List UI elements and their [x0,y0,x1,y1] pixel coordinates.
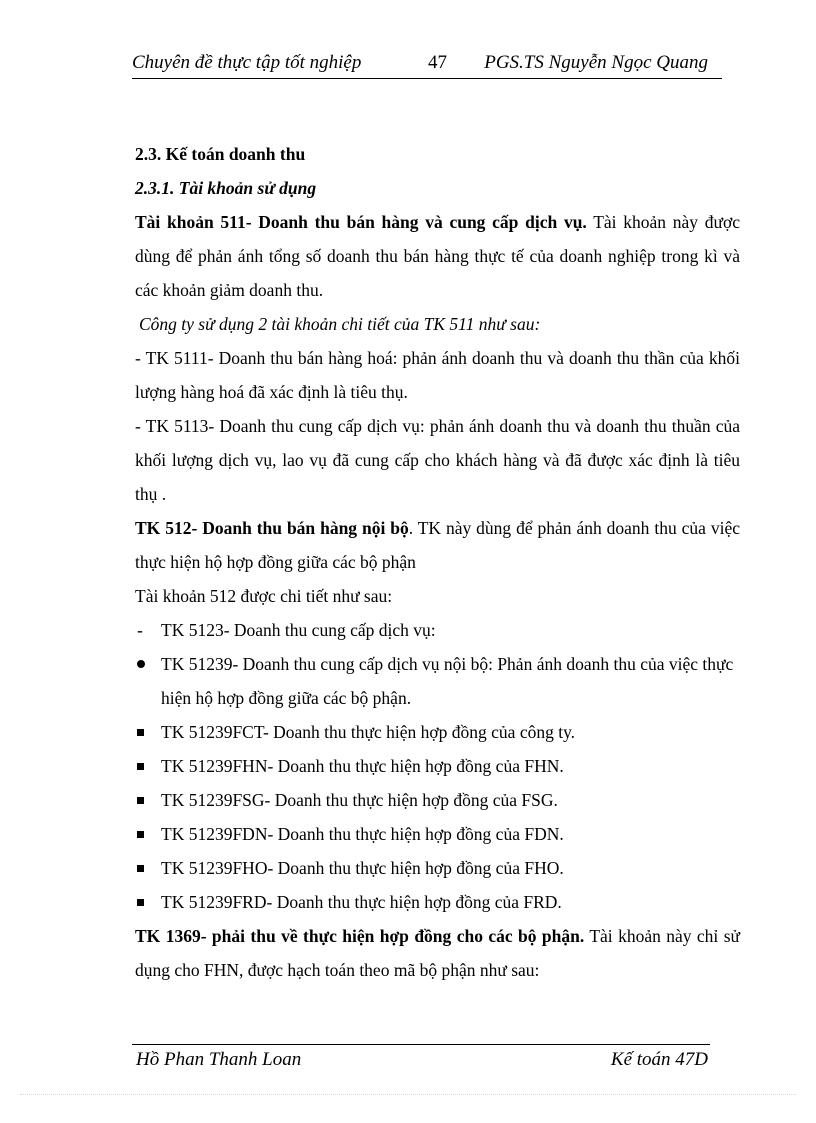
tk511-intro: Công ty sử dụng 2 tài khoản chi tiết của TK 511 như sau: [139,314,541,334]
subsection-title: 2.3.1. Tài khoản sử dụng [135,178,317,198]
square-bullet-icon [137,899,144,906]
list-item-text: TK 51239- Doanh thu cung cấp dịch vụ nội bộ: Phản ánh doanh thu của việc thực hiện hộ hợp đồng giữa các bộ phận. [161,654,734,708]
square-bullet-icon [137,797,144,804]
square-list-item [135,783,740,817]
square-list-item [135,749,740,783]
list-item-text: TK 51239FRD- Doanh thu thực hiện hợp đồng của FRD. [161,892,562,912]
tk511-item: - TK 5113- Doanh thu cung cấp dịch vụ: phản ánh doanh thu và doanh thu thuần của khối lượng dịch vụ, lao vụ đã cung cấp cho khách hàng và đã được xác định là tiêu thụ . [135,416,740,504]
tk511-text: Tài khoản này được dùng để phản ánh tổng số doanh thu bán hàng thực tế của doanh nghiệp trong kì và các khoản giảm doanh thu. [135,212,740,300]
document-body [135,137,740,987]
tk512-heading: TK 512- Doanh thu bán hàng nội bộ [135,518,409,538]
bullet-list-item [135,647,740,715]
dash-marker: - [137,620,143,640]
square-list-item [135,851,740,885]
tk512-intro: Tài khoản 512 được chi tiết như sau: [135,586,393,606]
header-author: PGS.TS Nguyễn Ngọc Quang [484,52,708,73]
footer-author: Hồ Phan Thanh Loan [136,1049,302,1070]
page-footer [132,1044,710,1075]
dash-list-item [135,613,740,647]
square-list-item [135,885,740,919]
bullet-icon [137,660,145,668]
square-list-item [135,817,740,851]
tk511-item: - TK 5111- Doanh thu bán hàng hoá: phản ánh doanh thu và doanh thu thần của khối lượng hàng hoá đã xác định là tiêu thụ. [135,348,740,402]
page-edge-divider [20,1094,796,1095]
page-header [132,50,722,79]
square-bullet-icon [137,729,144,736]
tk511-paragraph [135,205,740,307]
square-list-item [135,715,740,749]
section-title: 2.3. Kế toán doanh thu [135,144,306,164]
header-title: Chuyên đề thực tập tốt nghiệp [132,52,362,73]
page-number: 47 [428,52,447,73]
list-item-text: TK 5123- Doanh thu cung cấp dịch vụ: [161,620,436,640]
tk1369-paragraph [135,919,740,987]
list-item-text: TK 51239FCT- Doanh thu thực hiện hợp đồng của công ty. [161,722,576,742]
footer-class: Kế toán 47D [610,1049,708,1070]
list-item-text: TK 51239FSG- Doanh thu thực hiện hợp đồng của FSG. [161,790,558,810]
square-bullet-icon [137,831,144,838]
tk1369-text: Tài khoản này chỉ sử dụng cho FHN, được hạch toán theo mã bộ phận như sau: [135,926,740,980]
tk512-paragraph [135,511,740,579]
list-item-text: TK 51239FHN- Doanh thu thực hiện hợp đồng của FHN. [161,756,564,776]
tk511-heading: Tài khoản 511- Doanh thu bán hàng và cung cấp dịch vụ. [135,212,587,232]
list-item-text: TK 51239FDN- Doanh thu thực hiện hợp đồng của FDN. [161,824,564,844]
list-item-text: TK 51239FHO- Doanh thu thực hiện hợp đồng của FHO. [161,858,564,878]
tk512-text: . TK này dùng để phản ánh doanh thu của việc thực hiện hộ hợp đồng giữa các bộ phận [135,518,740,572]
square-bullet-icon [137,763,144,770]
square-bullet-icon [137,865,144,872]
tk1369-heading: TK 1369- phải thu về thực hiện hợp đồng cho các bộ phận. [135,926,585,946]
